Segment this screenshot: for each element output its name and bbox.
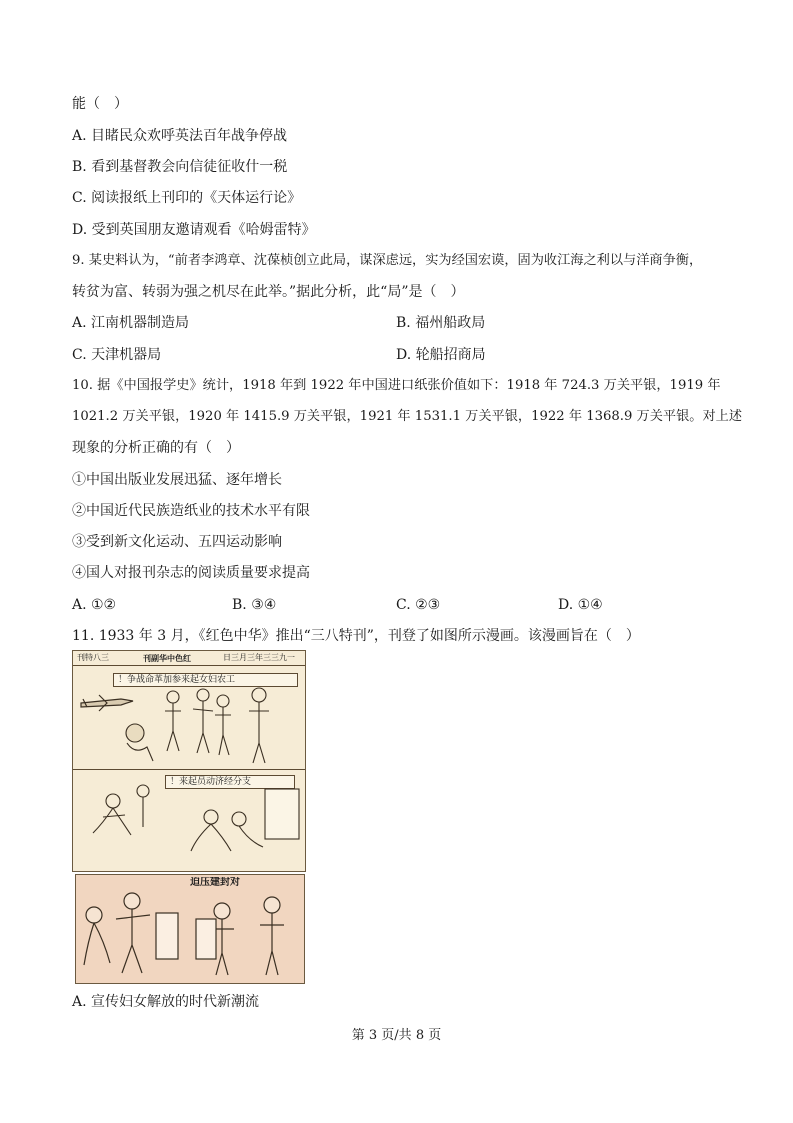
q10-stem-line1: 10. 据《中国报学史》统计，1918 年到 1922 年中国进口纸张价值如下：1918 年 724.3 万关平银，1919 年 — [72, 378, 721, 393]
page-footer: 第 3 页/共 8 页 — [351, 1028, 442, 1043]
q10-option-a: A. ①② — [72, 597, 117, 613]
q10-stem-line2: 1021.2 万关平银，1920 年 1415.9 万关平银，1921 年 1531.1 万关平银，1922 年 1368.9 万关平银。对上述 — [72, 409, 743, 424]
cartoon-lower-panel — [75, 874, 305, 984]
q10-statement-4: ④国人对报刊杂志的阅读质量要求提高 — [72, 565, 310, 581]
cartoon-banner-bottom: 迫压建封对 — [190, 877, 240, 888]
q10-statement-1: ①中国出版业发展迅猛、逐年增长 — [72, 472, 282, 488]
cartoon-drawing-upper — [73, 651, 305, 871]
q8-option-a: A. 目睹民众欢呼英法百年战争停战 — [72, 128, 288, 144]
masthead-date: 日三月三年三三九一 — [223, 653, 295, 662]
q9-option-a: A. 江南机器制造局 — [72, 315, 190, 331]
cartoon-banner-top: ！争战命革加参来起女妇农工 — [113, 673, 298, 687]
figures-row-1 — [126, 688, 269, 763]
figures-row-2 — [93, 785, 299, 851]
cartoon-upper-panel — [72, 650, 306, 872]
q9-option-d: D. 轮船招商局 — [396, 347, 486, 363]
q11-option-a: A. 宣传妇女解放的时代新潮流 — [72, 994, 260, 1010]
q8-option-c: C. 阅读报纸上刊印的《天体运行论》 — [72, 190, 302, 206]
q10-option-b: B. ③④ — [232, 597, 277, 613]
cartoon-drawing-lower — [76, 875, 304, 983]
q9-option-c: C. 天津机器局 — [72, 347, 162, 363]
cartoon-banner-middle: ！来起员动济经分支 — [165, 775, 295, 789]
masthead-title: 刊副华中色红 — [143, 653, 191, 663]
q9-stem-line2: 转贫为富、转弱为强之机尽在此举。”据此分析，此“局”是（ ） — [72, 284, 465, 300]
q8-stem-tail: 能（ ） — [72, 96, 128, 112]
q10-stem-line3: 现象的分析正确的有（ ） — [72, 440, 240, 456]
q10-option-d: D. ①④ — [558, 597, 603, 613]
q9-stem-line1: 9. 某史料认为，“前者李鸿章、沈葆桢创立此局，谋深虑远，实为经国宏谟，固为收江海之利以与洋商争衡， — [72, 253, 703, 268]
red-china-cartoon-figure — [72, 650, 306, 985]
airplane-drawing — [81, 695, 133, 711]
q8-option-d: D. 受到英国朋友邀请观看《哈姆雷特》 — [72, 222, 316, 238]
q9-option-b: B. 福州船政局 — [396, 315, 486, 331]
q8-option-b: B. 看到基督教会向信徒征收什一税 — [72, 159, 288, 175]
masthead-left: 刊特八三 — [77, 653, 109, 662]
q10-option-c: C. ②③ — [396, 597, 441, 613]
q10-statement-2: ②中国近代民族造纸业的技术水平有限 — [72, 503, 310, 519]
q11-stem: 11. 1933 年 3 月，《红色中华》推出“三八特刊”，刊登了如图所示漫画。该漫画旨在（ ） — [72, 628, 640, 644]
q10-statement-3: ③受到新文化运动、五四运动影响 — [72, 534, 282, 550]
